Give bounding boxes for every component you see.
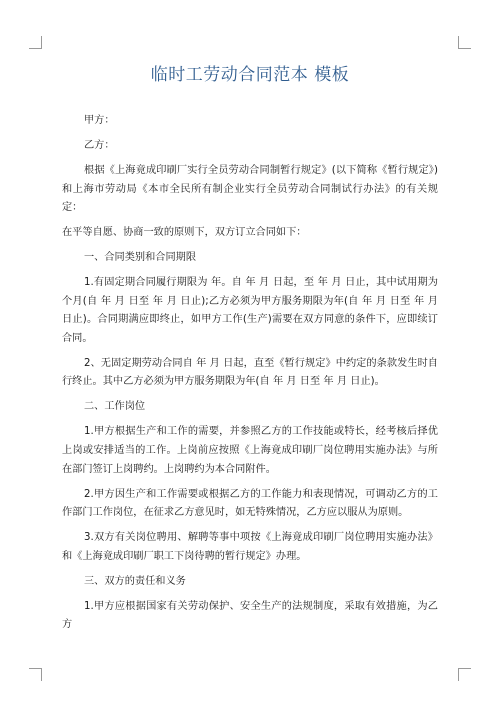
crop-mark-top-left <box>29 36 42 49</box>
clause-2-1: 1.甲方根据生产和工作的需要，并参照乙方的工作技能或特长，经考核后择优上岗或安排适当的工作。上岗前应按照《上海竟成印刷厂岗位聘用实施办法》与所在部门签订上岗聘约。上岗聘约为本合同附件。 <box>62 426 438 475</box>
document-title: 临时工劳动合同范本 模板 <box>150 65 350 85</box>
section-heading-3: 三、双方的责任和义务 <box>84 575 186 587</box>
preamble-paragraph: 根据《上海竟成印刷厂实行全员劳动合同制暂行规定》(以下简称《暂行规定》)和上海市劳动局《本市全民所有制企业实行全员劳动合同制试行办法》的有关规定： <box>62 164 438 214</box>
principle-paragraph: 在平等自愿、协商一致的原则下，双方订立合同如下： <box>62 227 307 239</box>
document-body <box>62 112 438 641</box>
clause-2-3: 3.双方有关岗位聘用、解聘等事中项按《上海竟成印刷厂岗位聘用实施办法》和《上海竟成印刷厂职工下岗待聘的暂行规定》办理。 <box>62 532 438 562</box>
clause-3-1: 1.甲方应根据国家有关劳动保护、安全生产的法规制度，采取有效措施，为乙方 <box>62 600 438 631</box>
clause-1-2: 2、无固定期劳动合同自 年 月 日起，直至《暂行规定》中约定的条款发生时自行终止。其中乙方必须为甲方服务期限为年(自 年 月 日至 年 月 日止)。 <box>62 357 438 388</box>
crop-mark-bottom-right <box>458 668 471 681</box>
party-a-line: 甲方： <box>84 115 115 126</box>
crop-mark-top-right <box>458 36 471 49</box>
party-b-line: 乙方： <box>84 139 115 151</box>
section-heading-1: 一、合同类别和合同期限 <box>84 252 197 264</box>
crop-mark-bottom-left <box>29 668 42 681</box>
section-heading-2: 二、工作岗位 <box>84 401 146 413</box>
clause-1-1: 1.有固定期合同履行期限为 年。自 年 月 日起，至 年 月 日止，其中试用期为个月(自 年 月 日至 年 月 日止);乙方必须为甲方服务期限为年(自 年 月 日至 年 月 日止)。合同期满应即终止，如甲方工作(生产)需要在双方同意的条件下，应即续订合同。 <box>62 277 438 344</box>
clause-2-2: 2.甲方因生产和工作需要或根据乙方的工作能力和表现情况，可调动乙方的工作部门工作岗位，在征求乙方意见时，如无特殊情况，乙方应以服从为原则。 <box>62 488 438 519</box>
